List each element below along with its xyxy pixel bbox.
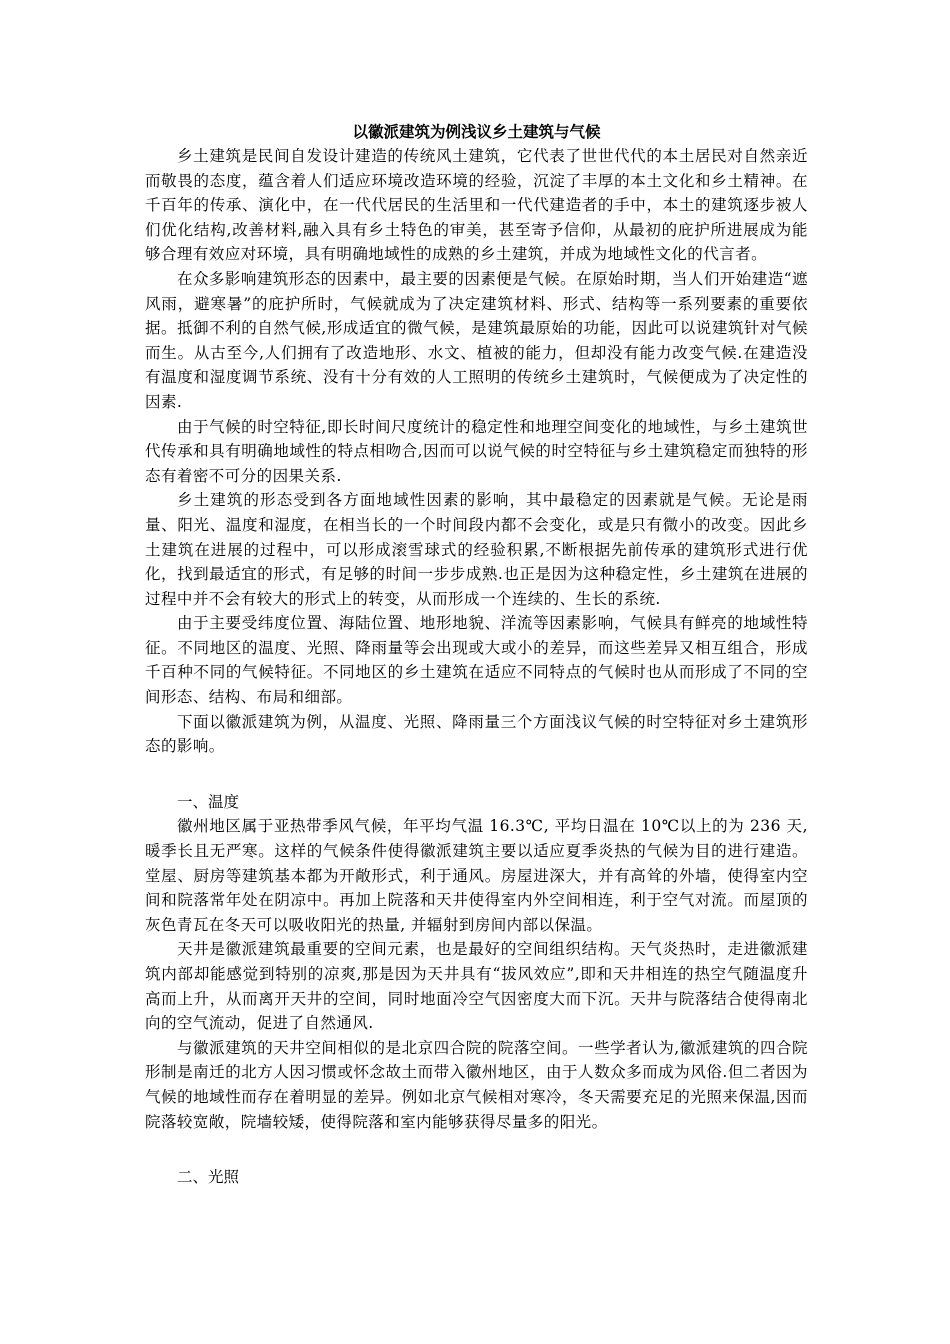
intro-paragraph-6: 下面以徽派建筑为例，从温度、光照、降雨量三个方面浅议气候的时空特征对乡土建筑形态的影响。 (145, 712, 808, 756)
section-spacer (145, 759, 808, 790)
intro-paragraph-1: 乡土建筑是民间自发设计建造的传统风土建筑，它代表了世世代代的本土居民对自然亲近而敬畏的态度，蕴含着人们适应环境改造环境的经验，沉淀了丰厚的本土文化和乡土精神。在千百年的传承、演化中，在一代代居民的生活里和一代代建造者的手中，本土的建筑逐步被人们优化结构,改善材料,融入具有乡土特色的审美，甚至寄予信仰，从最初的庇护所进展成为能够合理有效应对环境，具有明确地域性的成熟的乡土建筑，并成为地域性文化的代言者。 (145, 147, 808, 264)
section-heading-sunlight: 二、光照 (177, 1168, 240, 1187)
temperature-paragraph-3: 与徽派建筑的天井空间相似的是北京四合院的院落空间。一些学者认为,徽派建筑的四合院形制是南迁的北方人因习惯或怀念故土而带入徽州地区，由于人数众多而成为风俗.但二者因为气候的地域性而存在着明显的差异。例如北京气候相对寒冷，冬天需要充足的光照来保温,因而院落较宽敞，院墙较矮，使得院落和室内能够获得尽量多的阳光。 (145, 1038, 808, 1131)
section-heading-temperature: 一、温度 (177, 792, 240, 811)
intro-paragraph-3: 由于气候的时空特征,即长时间尺度统计的稳定性和地理空间变化的地域性，与乡土建筑世代传承和具有明确地域性的特点相吻合,因而可以说气候的时空特征与乡土建筑稳定而独特的形态有着密不可分的因果关系. (145, 417, 808, 485)
intro-paragraph-2: 在众多影响建筑形态的因素中，最主要的因素便是气候。在原始时期，当人们开始建造“遮风雨，避寒暑”的庇护所时，气候就成为了决定建筑材料、形式、结构等一系列要素的重要依据。抵御不利的自然气候,形成适宜的微气候，是建筑最原始的功能，因此可以说建筑针对气候而生。从古至今,人们拥有了改造地形、水文、植被的能力，但却没有能力改变气候.在建造没有温度和湿度调节系统、没有十分有效的人工照明的传统乡土建筑时，气候便成为了决定性的因素. (145, 269, 808, 411)
intro-paragraph-5: 由于主要受纬度位置、海陆位置、地形地貌、洋流等因素影响，气候具有鲜亮的地域性特征。不同地区的温度、光照、降雨量等会出现或大或小的差异，而这些差异又相互组合，形成千百种不同的气候特征。不同地区的乡土建筑在适应不同特点的气候时也从而形成了不同的空间形态、结构、布局和细部。 (145, 614, 808, 707)
document-body (145, 120, 808, 1190)
intro-paragraph-4: 乡土建筑的形态受到各方面地域性因素的影响，其中最稳定的因素就是气候。无论是雨量、阳光、温度和湿度，在相当长的一个时间段内都不会变化，或是只有微小的改变。因此乡土建筑在进展的过程中，可以形成滚雪球式的经验积累,不断根据先前传承的建筑形式进行优化，找到最适宜的形式，有足够的时间一步步成熟.也正是因为这种稳定性，乡土建筑在进展的过程中并不会有较大的形式上的转变，从而形成一个连续的、生长的系统. (145, 491, 808, 608)
section-spacer (145, 1134, 808, 1165)
document-title: 以徽派建筑为例浅议乡土建筑与气候 (352, 122, 601, 141)
temperature-paragraph-1: 徽州地区属于亚热带季风气候，年平均气温 16.3℃, 平均日温在 10℃以上的为 236 天,暖季长且无严寒。这样的气候条件使得徽派建筑主要以适应夏季炎热的气候为目的进行建造。堂屋、厨房等建筑基本都为开敞形式，利于通风。房屋进深大，并有高耸的外墙，使得室内空间和院落常年处在阴凉中。再加上院落和天井使得室内外空间相连，利于空气对流。而屋顶的灰色青瓦在冬天可以吸收阳光的热量, 并辐射到房间内部以保温。 (145, 817, 808, 934)
temperature-paragraph-2: 天井是徽派建筑最重要的空间元素，也是最好的空间组织结构。天气炎热时，走进徽派建筑内部却能感觉到特别的凉爽,那是因为天井具有“拔风效应”,即和天井相连的热空气随温度升高而上升，从而离开天井的空间，同时地面冷空气因密度大而下沉。天井与院落结合使得南北向的空气流动，促进了自然通风. (145, 940, 808, 1033)
